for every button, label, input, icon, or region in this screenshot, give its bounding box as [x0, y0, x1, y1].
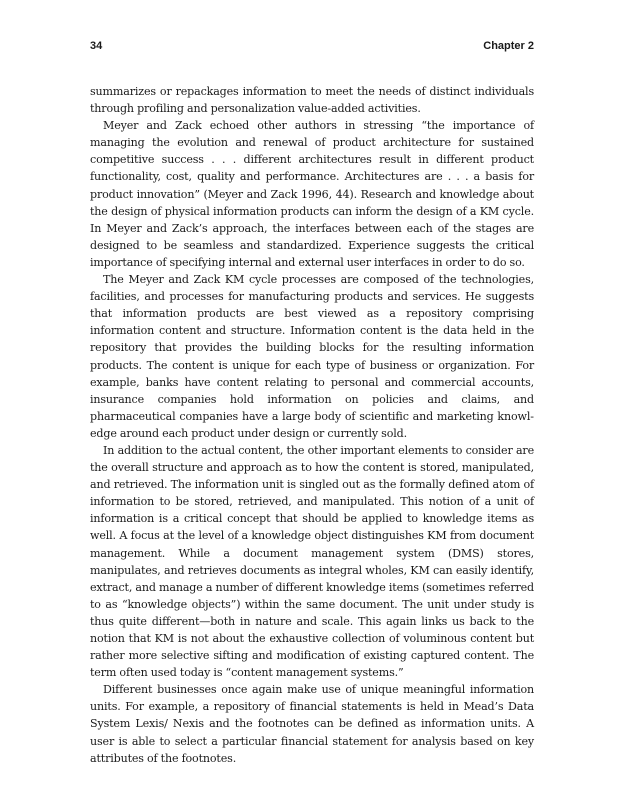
- body-text: [90, 83, 534, 767]
- paragraph-meyer-zack-architecture: Meyer and Zack echoed other authors in stressing “the importance of managing the evolution and renewal of product architecture for sustained competitive success . . . different architectures result in different product functionality, cost, quality and performance. Architectures are . . . a basis for product innovation” (Meyer and Zack 1996, 44). Research and knowledge about the design of physical information products can inform the design of a KM cycle. In Meyer and Zack’s approach, the interfaces between each of the stages are designed to be seamless and standardized. Experience suggests the critical importance of specifying internal and external user interfaces in order to do so.: [90, 119, 534, 269]
- paragraph-km-cycle-processes: The Meyer and Zack KM cycle processes are composed of the technologies, facilities, and processes for manufacturing products and services. He suggests that information products are best viewed as a repository comprising information content and structure. Information content is the data held in the repository that provides the building blocks for the resulting information products. The content is unique for each type of business or organization. For example, banks have content relating to personal and commercial accounts, insurance companies hold information on policies and claims, and pharmaceutical companies have a large body of scientific and marketing knowledge around each product under design or currently sold.: [90, 273, 534, 440]
- paragraph-continued: summarizes or repackages information to meet the needs of distinct individuals through profiling and personalization value-added activities.: [90, 85, 534, 116]
- paragraph-content-structure: In addition to the actual content, the other important elements to consider are the overall structure and approach as to how the content is stored, manipulated, and retrieved. The information unit is singled out as the formally defined atom of information to be stored, retrieved, and manipulated. This notion of a unit of information is a critical concept that should be applied to knowledge items as well. A focus at the level of a knowledge object distinguishes KM from document management. While a document management system (DMS) stores, manipulates, and retrieves documents as integral wholes, KM can easily identify, extract, and manage a number of different knowledge items (sometimes referred to as “knowledge objects”) within the same document. The unit under study is thus quite different—both in nature and scale. This again links us back to the notion that KM is not about the exhaustive collection of voluminous content but rather more selective sifting and modification of existing captured content. The term often used today is “content management systems.”: [90, 443, 534, 680]
- page-header: [90, 40, 534, 56]
- running-head-chapter: Chapter 2: [483, 40, 534, 52]
- paragraph-information-units: Different businesses once again make use of unique meaningful information units. For example, a repository of financial statements is held in Mead’s Data System Lexis/ Nexis and the footnotes can be defined as information units. A user is able to select a particular financial statement for analysis based on key attributes of the footnotes.: [90, 683, 534, 765]
- page-number: 34: [90, 40, 103, 52]
